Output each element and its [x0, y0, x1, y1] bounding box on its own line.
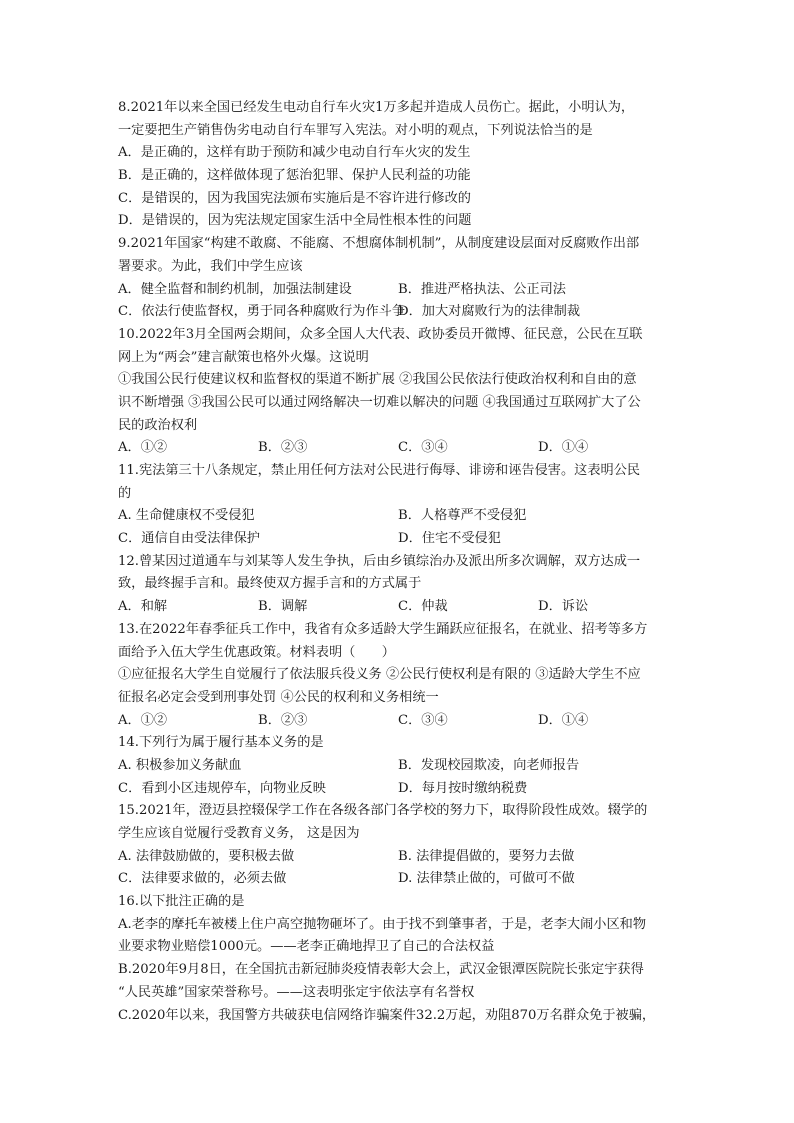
option-d: D．住宅不受侵犯 — [398, 531, 501, 547]
question-9 — [118, 233, 678, 324]
options-row — [118, 868, 678, 891]
question-8 — [118, 97, 678, 233]
question-stem-line: 署要求。为此，我们中学生应该 — [118, 258, 303, 274]
option-c: C．法律要求做的，必须去做 — [118, 871, 287, 887]
option-d: D．加大对腐败行为的法律制裁 — [398, 304, 581, 320]
statement-line: 征报名必定会受到刑事处罚 ④公民的权利和义务相统一 — [118, 689, 439, 705]
options-row — [118, 778, 678, 801]
option-a: A．①② — [118, 712, 168, 728]
question-stem-line: 9.2021年国家“构建不敢腐、不能腐、不想腐体制机制”，从制度建设层面对反腐败作出部 — [118, 236, 640, 252]
option-d: D．每月按时缴纳税费 — [398, 780, 528, 796]
options-row — [118, 528, 678, 551]
options-row — [118, 279, 678, 302]
annotation-item-line: “人民英雄”国家荣誉称号。——这表明张定宇依法享有名誉权 — [118, 984, 475, 1000]
question-stem-line: 8.2021年以来全国已经发生电动自行车火灾1万多起并造成人员伤亡。据此，小明认为， — [118, 100, 635, 115]
annotation-item-line: C.2020年以来，我国警方共破获电信网络诈骗案件32.2万起，劝阻870万名群众免于被骗， — [118, 1007, 656, 1023]
statement-line: ①我国公民行使建议权和监督权的渠道不断扩展 ②我国公民依法行使政治权利和自由的意 — [118, 372, 637, 388]
option-c: C．③④ — [398, 440, 448, 456]
option-c: C．看到小区违规停车，向物业反映 — [118, 780, 326, 796]
option-c: C．依法行使监督权，勇于同各种腐败行为作斗争 — [118, 304, 406, 320]
options-row — [118, 755, 678, 778]
option-d: D. 法律禁止做的，可做可不做 — [398, 871, 575, 887]
option-b: B．人格尊严不受侵犯 — [398, 508, 527, 524]
question-stem-line: 11.宪法第三十八条规定，禁止用任何方法对公民进行侮辱、诽谤和诬告侵害。这表明公民 — [118, 463, 641, 478]
option-b: B．推进严格执法、公正司法 — [398, 281, 566, 297]
option-d: D．①④ — [538, 440, 589, 456]
option-b: B．是正确的，这样做体现了惩治犯罪、保护人民利益的功能 — [118, 168, 471, 184]
option-a: A．和解 — [118, 599, 168, 615]
question-stem-line: 面给予入伍大学生优惠政策。材料表明（ ） — [118, 644, 395, 660]
annotation-item-line: B.2020年9月8日，在全国抗击新冠肺炎疫情表彰大会上，武汉金银潭医院院长张定宇获得 — [118, 962, 644, 978]
statement-line: 识不断增强 ③我国公民可以通过网络解决一切难以解决的问题 ④我国通过互联网扩大了公 — [118, 394, 641, 410]
question-stem-line: 16.以下批注正确的是 — [118, 894, 245, 910]
question-11 — [118, 460, 678, 551]
statement-line: 民的政治权利 — [118, 417, 198, 433]
question-15 — [118, 800, 678, 891]
question-stem-line: 14.下列行为属于履行基本义务的是 — [118, 735, 324, 751]
question-stem-line: 网上为“两会”建言献策也格外火爆。这说明 — [118, 349, 369, 365]
question-stem-line: 15.2021年，澄迈县控辍保学工作在各级各部门各学校的努力下，取得阶段性成效。辍学的 — [118, 803, 648, 819]
option-d: D．①④ — [538, 712, 589, 728]
question-stem-line: 的 — [118, 485, 132, 501]
option-c: C．仲裁 — [398, 599, 448, 615]
option-b: B．②③ — [258, 712, 308, 728]
option-b: B．调解 — [258, 599, 308, 615]
option-c: C．通信自由受法律保护 — [118, 531, 260, 547]
question-stem-line: 12.曾某因过道通车与刘某等人发生争执，后由乡镇综治办及派出所多次调解，双方达成一 — [118, 553, 641, 569]
option-b: B．②③ — [258, 440, 308, 456]
question-stem-line: 10.2022年3月全国两会期间，众多全国人大代表、政协委员开微博、征民意，公民在互联 — [118, 326, 643, 342]
question-stem-line: 一定要把生产销售伪劣电动自行车罪写入宪法。对小明的观点，下列说法恰当的是 — [118, 122, 593, 138]
option-b: B. 法律提倡做的，要努力去做 — [398, 848, 575, 864]
question-16 — [118, 891, 678, 1027]
options-row — [118, 301, 678, 324]
question-stem-line: 致，最终握手言和。最终使双方握手言和的方式属于 — [118, 576, 422, 592]
question-13 — [118, 619, 678, 732]
option-a: A. 法律鼓励做的，要积极去做 — [118, 848, 295, 864]
question-10 — [118, 324, 678, 460]
annotation-item-line: A.老李的摩托车被楼上住户高空抛物砸坏了。由于找不到肇事者，于是，老李大闹小区和物 — [118, 916, 647, 932]
option-d: D．是错误的，因为宪法规定国家生活中全局性根本性的问题 — [118, 213, 472, 229]
option-d: D．诉讼 — [538, 599, 589, 615]
option-c: C．③④ — [398, 712, 448, 728]
question-stem-line: 13.在2022年春季征兵工作中，我省有众多适龄大学生踊跃应征报名，在就业、招考等多方 — [118, 621, 648, 637]
option-a: A．健全监督和制约机制，加强法制建设 — [118, 281, 352, 297]
question-12 — [118, 551, 678, 619]
options-row — [118, 710, 678, 733]
option-c: C．是错误的，因为我国宪法颁布实施后是不容许进行修改的 — [118, 190, 471, 206]
statement-line: ①应征报名大学生自觉履行了依法服兵役义务 ②公民行使权利是有限的 ③适龄大学生不应 — [118, 667, 641, 683]
question-14 — [118, 732, 678, 800]
options-row — [118, 505, 678, 528]
option-a: A. 积极参加义务献血 — [118, 757, 242, 773]
exam-page — [118, 97, 678, 1027]
option-b: B．发现校园欺凌，向老师报告 — [398, 757, 580, 773]
options-row — [118, 596, 678, 619]
option-a: A．①② — [118, 440, 168, 456]
annotation-item-line: 业要求物业赔偿1000元。——老李正确地捍卫了自己的合法权益 — [118, 939, 495, 955]
options-row — [118, 846, 678, 869]
question-stem-line: 学生应该自觉履行受教育义务， 这是因为 — [118, 826, 360, 841]
options-row — [118, 437, 678, 460]
option-a: A．是正确的，这样有助于预防和减少电动自行车火灾的发生 — [118, 145, 471, 161]
option-a: A. 生命健康权不受侵犯 — [118, 508, 255, 524]
